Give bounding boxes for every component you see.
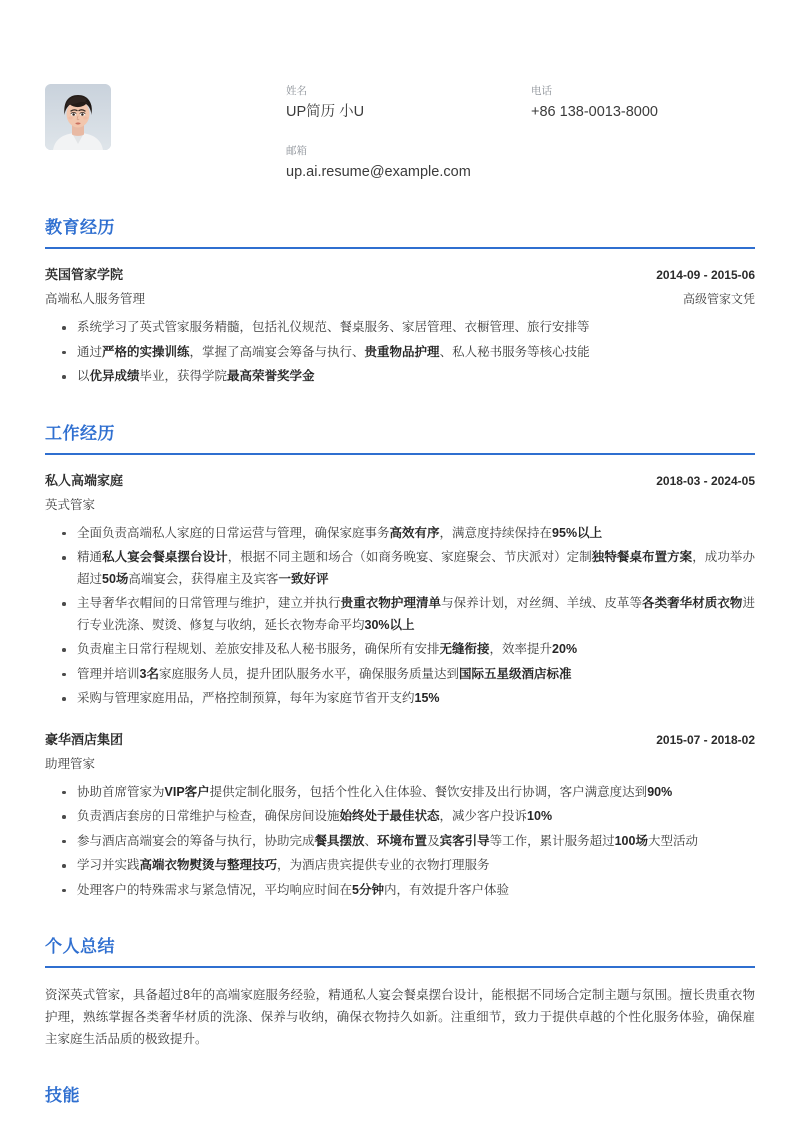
- bullet-item: 负责雇主日常行程规划、差旅安排及私人秘书服务，确保所有安排无缝衔接，效率提升20%: [45, 639, 755, 661]
- entry-bullet-list: [45, 523, 755, 710]
- resume-header: [45, 0, 755, 182]
- entry-date-range: 2018-03 - 2024-05: [656, 473, 755, 488]
- experience-entry: [45, 730, 755, 902]
- profile-photo: [45, 84, 111, 150]
- bullet-item: 协助首席管家为VIP客户提供定制化服务，包括个性化入住体验、餐饮安排及出行协调，客户满意度达到90%: [45, 782, 755, 804]
- bullet-item: 参与酒店高端宴会的筹备与执行，协助完成餐具摆放、环境布置及宾客引导等工作，累计服务超过100场大型活动: [45, 831, 755, 853]
- entry-role: 英式管家: [45, 497, 96, 512]
- section-title-skills: 技能: [45, 1086, 80, 1105]
- bullet-item: 处理客户的特殊需求与紧急情况，平均响应时间在5分钟内，有效提升客户体验: [45, 880, 755, 902]
- contact-value-phone: +86 138-0013-8000: [531, 104, 658, 120]
- bullet-item: 以优异成绩毕业，获得学院最高荣誉奖学金: [45, 366, 755, 388]
- section-title-work: 工作经历: [45, 423, 115, 443]
- contact-fields: [286, 84, 755, 182]
- entry-organization: 私人高端家庭: [45, 472, 124, 488]
- entry-organization: 英国管家学院: [45, 267, 124, 282]
- entry-role: 高端私人服务管理: [45, 292, 146, 306]
- profile-photo-image: [45, 84, 111, 150]
- contact-label-phone: 电话: [531, 85, 552, 97]
- section-summary: [45, 935, 755, 1050]
- contact-field-phone: [531, 84, 755, 122]
- section-title-summary: 个人总结: [45, 937, 115, 956]
- entry-header-row: [45, 471, 755, 491]
- experience-entry: [45, 471, 755, 710]
- contact-label-email: 邮箱: [286, 145, 307, 157]
- education-entries: [45, 265, 755, 388]
- entry-organization: 豪华酒店集团: [45, 731, 124, 747]
- experience-entry: [45, 265, 755, 388]
- bullet-item: 通过严格的实操训练，掌握了高端宴会筹备与执行、贵重物品护理、私人秘书服务等核心技能: [45, 342, 755, 364]
- bullet-item: 主导奢华衣帽间的日常管理与维护，建立并执行贵重衣物护理清单与保养计划，对丝绸、羊绒、皮革等各类奢华材质衣物进行专业洗涤、熨烫、修复与收纳，延长衣物寿命平均30%以上: [45, 593, 755, 636]
- bullet-item: 学习并实践高端衣物熨烫与整理技巧，为酒店贵宾提供专业的衣物打理服务: [45, 855, 755, 877]
- entry-credential: 高级管家文凭: [682, 292, 755, 306]
- bullet-item: 采购与管理家庭用品，严格控制预算，每年为家庭节省开支约15%: [45, 688, 755, 710]
- entry-subheader-row: [45, 290, 755, 308]
- section-rule-work: [45, 453, 755, 455]
- entry-date-range: 2015-07 - 2018-02: [656, 732, 755, 747]
- entry-role: 助理管家: [45, 756, 96, 771]
- bullet-item: 管理并培训3名家庭服务人员，提升团队服务水平，确保服务质量达到国际五星级酒店标准: [45, 664, 755, 686]
- entry-subheader-row: [45, 496, 755, 514]
- entry-bullet-list: [45, 782, 755, 902]
- entry-subheader-row: [45, 755, 755, 773]
- contact-value-email: up.ai.resume@example.com: [286, 164, 471, 180]
- contact-field-name: [286, 84, 531, 122]
- section-education: [45, 216, 755, 388]
- section-title-education: 教育经历: [45, 218, 115, 237]
- entry-header-row: [45, 730, 755, 750]
- section-rule-summary: [45, 966, 755, 968]
- bullet-item: 负责酒店套房的日常维护与检查，确保房间设施始终处于最佳状态，减少客户投诉10%: [45, 806, 755, 828]
- bullet-item: 系统学习了英式管家服务精髓，包括礼仪规范、餐桌服务、家居管理、衣橱管理、旅行安排等: [45, 317, 755, 339]
- work-entries: [45, 471, 755, 902]
- contact-field-empty: [531, 144, 755, 182]
- contact-label-name: 姓名: [286, 85, 307, 97]
- entry-header-row: [45, 265, 755, 285]
- bullet-item: 全面负责高端私人家庭的日常运营与管理，确保家庭事务高效有序，满意度持续保持在95%以上: [45, 523, 755, 545]
- contact-field-email: [286, 144, 531, 182]
- contact-value-name: UP简历 小U: [286, 104, 365, 120]
- entry-bullet-list: [45, 317, 755, 388]
- summary-paragraph: 资深英式管家，具备超过8年的高端家庭服务经验，精通私人宴会餐桌摆台设计，能根据不同场合定制主题与氛围。擅长贵重衣物护理，熟练掌握各类奢华材质的洗涤、保养与收纳，确保衣物持久如新。注重细节，致力于提供卓越的个性化服务体验，确保雇主家庭生活品质的极致提升。: [45, 988, 755, 1046]
- section-skills: [45, 1084, 755, 1108]
- section-work: [45, 422, 755, 902]
- bullet-item: 精通私人宴会餐桌摆台设计，根据不同主题和场合（如商务晚宴、家庭聚会、节庆派对）定制独特餐桌布置方案，成功举办超过50场高端宴会，获得雇主及宾客一致好评: [45, 547, 755, 590]
- entry-date-range: 2014-09 - 2015-06: [656, 268, 755, 282]
- section-rule-education: [45, 247, 755, 249]
